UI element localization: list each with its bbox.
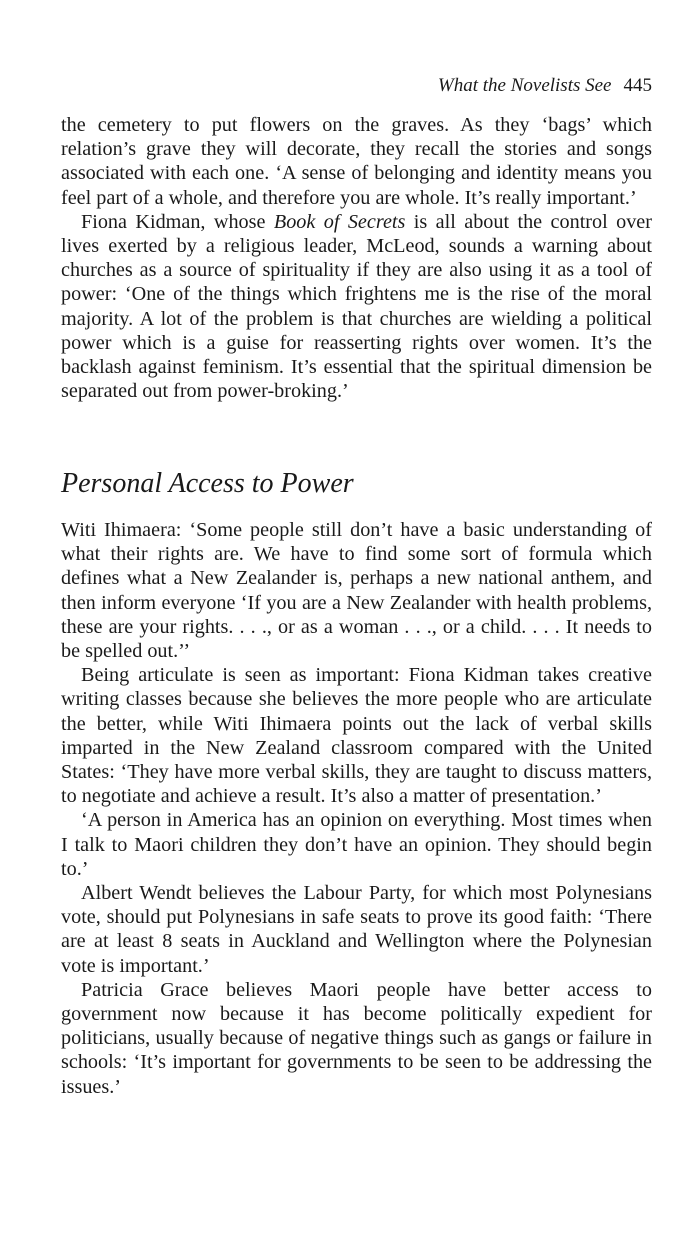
paragraph bbox=[61, 210, 652, 404]
text-block-before-heading bbox=[61, 113, 652, 403]
paragraph: Being articulate is seen as important: Fiona Kidman takes creative writing classes because she believes the more people who are articulate the better, while Witi Ihimaera points out the lack of verbal skills imparted in the New Zealand classroom compared with the United States: ‘They have more verbal skills, they are taught to discuss matters, to negotiate and achieve a result. It’s also a matter of presentation.’ bbox=[61, 664, 652, 808]
running-head-title: What the Novelists See bbox=[437, 75, 612, 96]
paragraph: Witi Ihimaera: ‘Some people still don’t have a basic understanding of what their rights are. We have to find some sort of formula which defines what a New Zealander is, perhaps a new national anthem, and then inform everyone ‘If you are a New Zealander with health problems, these are your rights. . . ., or as a woman . . ., or a child. . . . It needs to be spelled out.’’ bbox=[61, 519, 652, 663]
paragraph: the cemetery to put flowers on the graves. As they ‘bags’ which relation’s grave they will decorate, they recall the stories and songs associated with each one. ‘A sense of belonging and identity means you feel part of a whole, and therefore you are whole. It’s really important.’ bbox=[61, 114, 652, 209]
paragraph: Patricia Grace believes Maori people have better access to government now because it has become politically expedient for politicians, usually because of negative things such as gangs or failure in schools: ‘It’s important for governments to be seen to be addressing the issues.’ bbox=[61, 978, 652, 1098]
paragraph-text: is all about the control over lives exerted by a religious leader, McLeod, sounds a warning about churches as a source of spirituality if they are also using it as a tool of power: ‘One of the things which frightens me is the rise of the moral majority. A lot of the problem is that churches are wielding a political power which is a guise for reasserting rights over women. It’s the backlash against feminism. It’s essential that the spiritual dimension be separated out from power-broking.’ bbox=[61, 210, 652, 403]
paragraph-text: Fiona Kidman, whose bbox=[81, 210, 274, 233]
section-heading: Personal Access to Power bbox=[61, 468, 354, 499]
running-head bbox=[438, 74, 652, 98]
paragraph: ‘A person in America has an opinion on everything. Most times when I talk to Maori children they don’t have an opinion. They should begin to.’ bbox=[61, 809, 652, 880]
text-block-after-heading bbox=[61, 518, 652, 1099]
book-title: Book of Secrets bbox=[273, 210, 406, 233]
paragraph: Albert Wendt believes the Labour Party, for which most Polynesians vote, should put Polynesians in safe seats to prove its good faith: ‘There are at least 8 seats in Auckland and Wellington where the Polynesian vote is important.’ bbox=[61, 882, 652, 977]
page-number: 445 bbox=[623, 75, 652, 96]
